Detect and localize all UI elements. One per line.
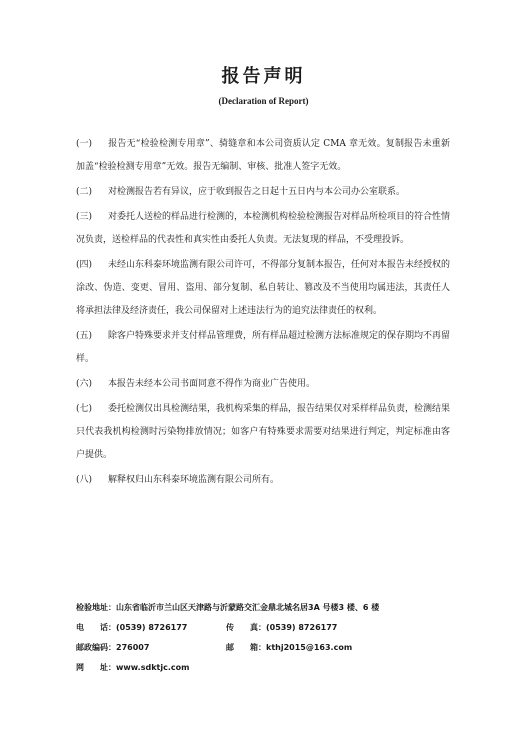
website-label: 网 址： xyxy=(76,663,116,672)
clause-text: 对检测报告若有异议，应于收到报告之日起十五日内与本公司办公室联系。 xyxy=(108,187,406,197)
contact-footer xyxy=(76,598,456,678)
email-label: 邮 箱： xyxy=(226,643,266,652)
clause-3 xyxy=(76,206,450,252)
website-row xyxy=(76,658,456,678)
clause-text: 未经山东科泰环境监测有限公司许可，不得部分复制本报告，任何对本报告未经授权的涂改、伪造、变更、冒用、盗用、部分复制、私自转让、篡改及不当使用均属违法，其责任人将承担法律及经济责任，我公司保留对上述违法行为的追究法律责任的权利。 xyxy=(76,260,451,316)
clause-text: 本报告未经本公司书面同意不得作为商业广告使用。 xyxy=(108,379,316,389)
clause-8 xyxy=(76,469,450,492)
clause-number: (一) xyxy=(76,139,93,149)
clause-number: (五) xyxy=(76,331,93,341)
clause-number: (八) xyxy=(76,475,93,485)
phone-value: (0539) 8726177 xyxy=(116,623,188,632)
clause-number: (三) xyxy=(76,212,93,222)
phone-fax-row xyxy=(76,618,456,638)
clause-text: 对委托人送检的样品进行检测的，本检测机构检验检测报告对样品所检项目的符合性情况负责，送检样品的代表性和真实性由委托人负责。无法复现的样品，不受理投诉。 xyxy=(76,212,451,245)
address-value: 山东省临沂市兰山区天津路与沂蒙路交汇金鼎北城名居3A 号楼3 楼、6 楼 xyxy=(116,603,380,612)
clause-7 xyxy=(76,398,450,467)
clause-5 xyxy=(76,325,450,371)
postcode-label: 邮政编码： xyxy=(76,643,116,652)
address-label: 检验地址： xyxy=(76,603,116,612)
clause-number: (二) xyxy=(76,187,93,197)
postcode-email-row xyxy=(76,638,456,658)
clause-4 xyxy=(76,254,450,323)
fax-label: 传 真： xyxy=(226,623,266,632)
website-value: www.sdktjc.com xyxy=(116,663,190,672)
fax-value: (0539) 8726177 xyxy=(266,623,338,632)
clause-text: 除客户特殊要求并支付样品管理费，所有样品超过检测方法标准规定的保存期均不再留样。 xyxy=(76,331,451,364)
clause-number: (六) xyxy=(76,379,93,389)
clause-2 xyxy=(76,181,450,204)
email-value: kthj2015@163.com xyxy=(266,643,353,652)
clause-number: (七) xyxy=(76,404,93,414)
clause-1 xyxy=(76,133,450,179)
clause-text: 解释权归山东科泰环境监测有限公司所有。 xyxy=(108,475,280,485)
clause-text: 报告无“检验检测专用章”、骑缝章和本公司资质认定 CMA 章无效。复制报告未重新加盖“检验检测专用章”无效。报告无编制、审核、批准人签字无效。 xyxy=(76,139,450,172)
clause-list xyxy=(76,133,450,494)
clause-text: 委托检测仅出具检测结果，我机构采集的样品，报告结果仅对采样样品负责，检测结果只代表我机构检测时污染物排放情况；如客户有特殊要求需要对结果进行判定，判定标准由客户提供。 xyxy=(76,404,451,460)
page-subtitle: (Declaration of Report) xyxy=(218,96,309,106)
clause-6 xyxy=(76,373,450,396)
page-title: 报告声明 xyxy=(221,66,306,87)
phone-label: 电 话： xyxy=(76,623,116,632)
clause-number: (四) xyxy=(76,260,93,270)
address-row xyxy=(76,598,456,618)
postcode-value: 276007 xyxy=(116,643,150,652)
